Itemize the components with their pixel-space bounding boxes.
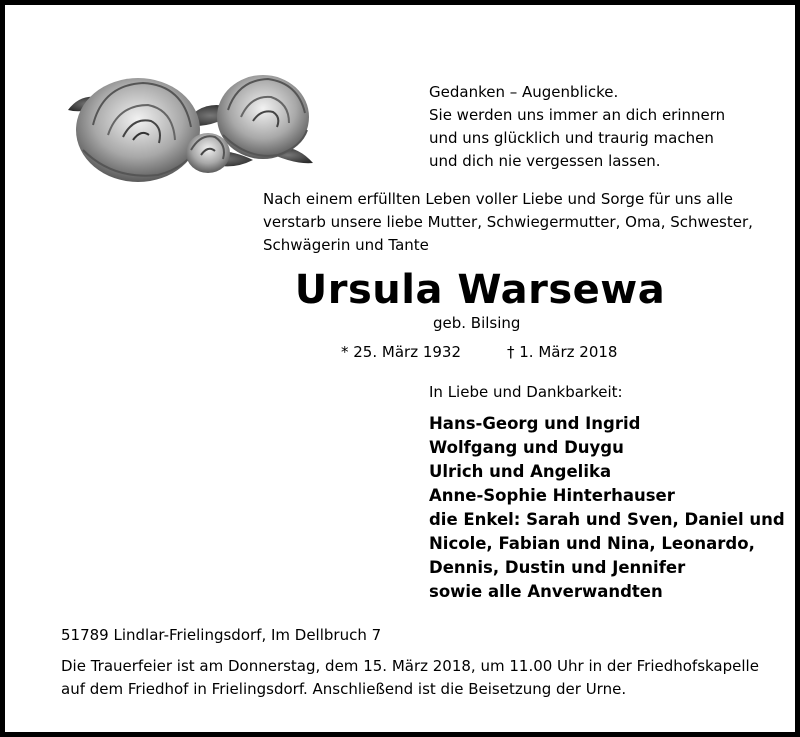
birth-date: * 25. März 1932 <box>341 343 462 361</box>
roses-image <box>63 55 323 195</box>
poem-line: Sie werden uns immer an dich erinnern <box>429 106 726 124</box>
mourner-line: Anne-Sophie Hinterhauser <box>429 486 675 505</box>
mourner-line: Wolfgang und Duygu <box>429 438 624 457</box>
birth-name: geb. Bilsing <box>433 314 521 332</box>
intro-text <box>263 188 753 257</box>
mourner-line: Nicole, Fabian und Nina, Leonardo, <box>429 534 755 553</box>
mourner-line: die Enkel: Sarah und Sven, Daniel und <box>429 510 785 529</box>
ceremony-line: auf dem Friedhof in Frielingsdorf. Anschließend ist die Beisetzung der Urne. <box>61 680 627 698</box>
mourner-line: Dennis, Dustin und Jennifer <box>429 558 686 577</box>
address: 51789 Lindlar-Frielingsdorf, Im Dellbruch 7 <box>61 626 382 644</box>
death-date: † 1. März 2018 <box>507 343 618 361</box>
poem-line: Gedanken – Augenblicke. <box>429 83 619 101</box>
thanks-line: In Liebe und Dankbarkeit: <box>429 383 623 401</box>
poem <box>429 81 725 173</box>
mourner-line: sowie alle Anverwandten <box>429 582 663 601</box>
ceremony-line: Die Trauerfeier ist am Donnerstag, dem 15. März 2018, um 11.00 Uhr in der Friedhofskapelle <box>61 657 759 675</box>
intro-line: verstarb unsere liebe Mutter, Schwiegermutter, Oma, Schwester, <box>263 213 753 231</box>
mourner-line: Hans-Georg und Ingrid <box>429 414 641 433</box>
poem-line: und dich nie vergessen lassen. <box>429 152 661 170</box>
poem-line: und uns glücklich und traurig machen <box>429 129 714 147</box>
deceased-name: Ursula Warsewa <box>294 267 666 313</box>
intro-line: Nach einem erfüllten Leben voller Liebe und Sorge für uns alle <box>263 190 734 208</box>
intro-line: Schwägerin und Tante <box>263 236 429 254</box>
mourner-line: Ulrich und Angelika <box>429 462 612 481</box>
mourners-list <box>429 412 785 604</box>
ceremony-info <box>61 655 759 701</box>
